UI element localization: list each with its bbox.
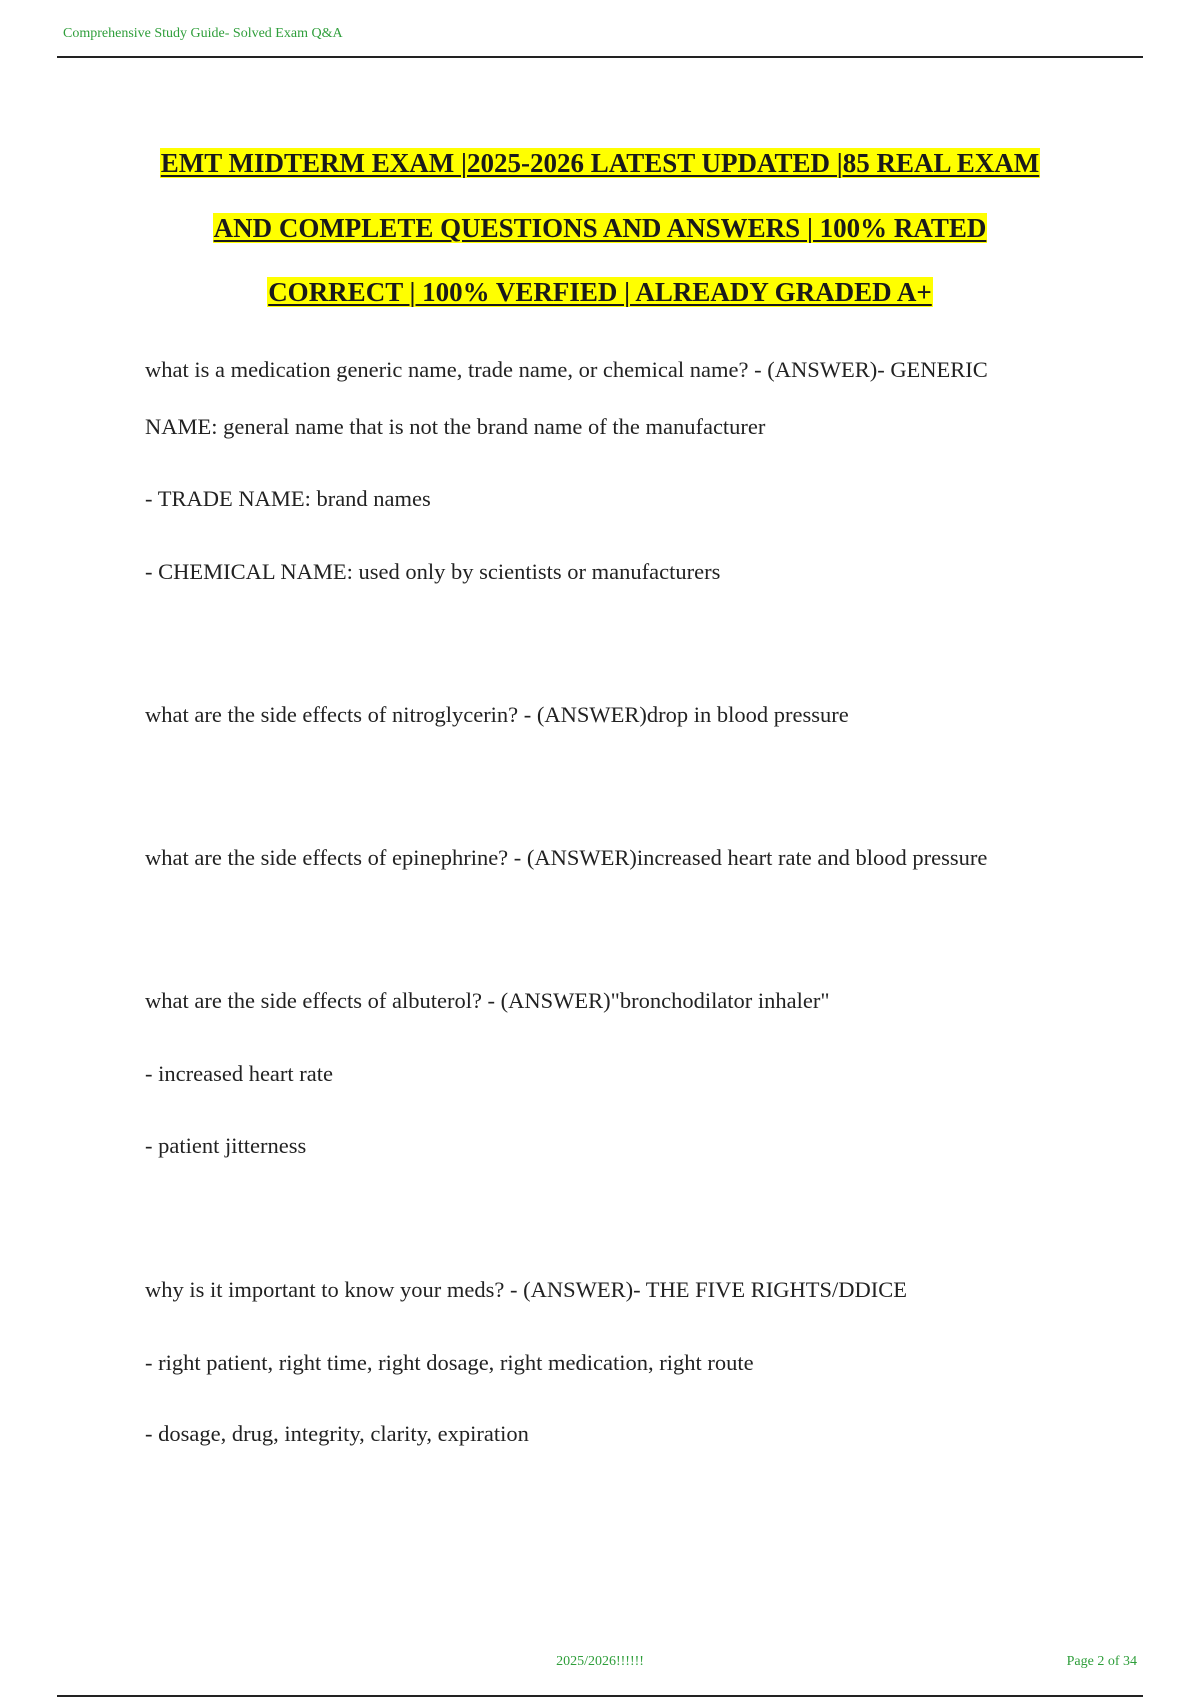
header-divider <box>57 56 1143 58</box>
question-text: what are the side effects of albuterol? - (ANSWER)"bronchodilator inhaler" <box>145 988 830 1013</box>
answer-text: - dosage, drug, integrity, clarity, expiration <box>145 1421 529 1446</box>
answer-text: NAME: general name that is not the brand name of the manufacturer <box>145 414 766 439</box>
answer-text: - CHEMICAL NAME: used only by scientists or manufacturers <box>145 559 721 584</box>
answer-text: - patient jitterness <box>145 1133 307 1158</box>
page-number: Page 2 of 34 <box>1066 1654 1137 1669</box>
title-line-1: EMT MIDTERM EXAM |2025-2026 LATEST UPDATED |85 REAL EXAM <box>160 148 1040 178</box>
title-line-3: CORRECT | 100% VERFIED | ALREADY GRADED A+ <box>268 277 932 307</box>
question-text: what are the side effects of nitroglycerin? - (ANSWER)drop in blood pressure <box>145 702 849 727</box>
answer-text: - right patient, right time, right dosage, right medication, right route <box>145 1350 754 1375</box>
answer-text: - increased heart rate <box>145 1061 333 1086</box>
header-title: Comprehensive Study Guide- Solved Exam Q&A <box>63 26 343 41</box>
question-text: why is it important to know your meds? - (ANSWER)- THE FIVE RIGHTS/DDICE <box>145 1277 908 1302</box>
footer-year-text: 2025/2026!!!!!! <box>556 1654 644 1669</box>
title-line-2: AND COMPLETE QUESTIONS AND ANSWERS | 100% RATED <box>213 213 987 243</box>
footer-divider <box>57 1695 1143 1697</box>
question-text: what is a medication generic name, trade name, or chemical name? - (ANSWER)- GENERIC <box>145 357 988 382</box>
answer-text: - TRADE NAME: brand names <box>145 486 431 511</box>
question-text: what are the side effects of epinephrine? - (ANSWER)increased heart rate and blood pressure <box>145 845 988 870</box>
